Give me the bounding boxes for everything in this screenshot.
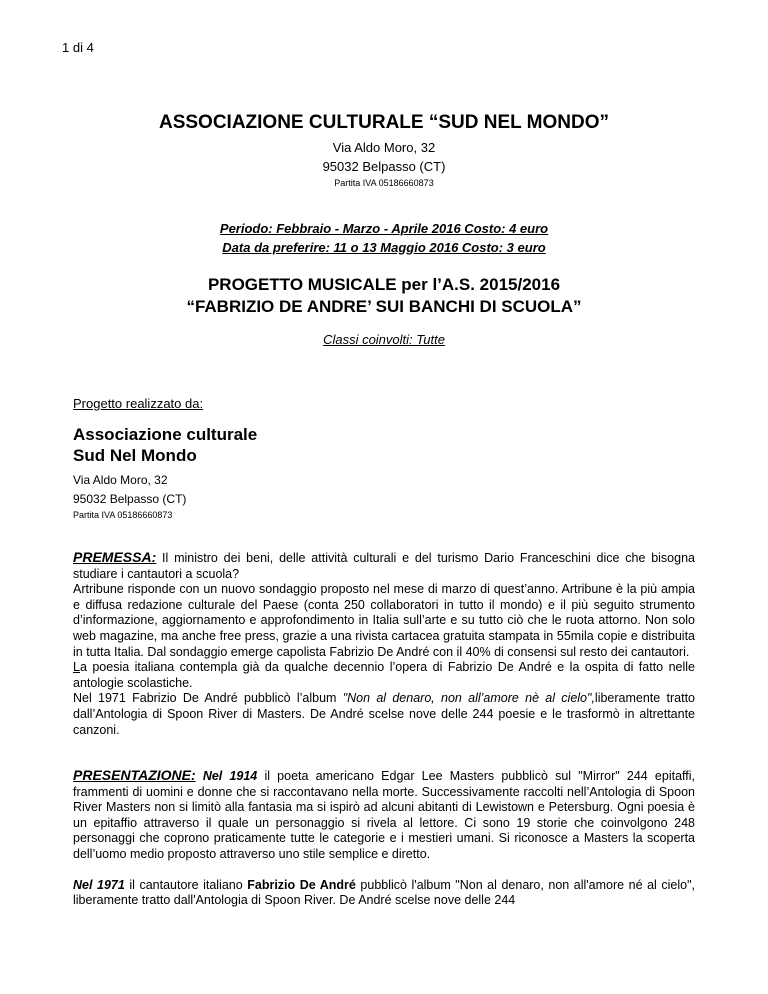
association-name-line1: Associazione culturale — [73, 425, 258, 444]
project-title-line1: PROGETTO MUSICALE per l’A.S. 2015/2016 — [207, 275, 561, 294]
page-number: 1 di 4 — [62, 40, 94, 55]
association-address-street: Via Aldo Moro, 32 — [73, 473, 168, 487]
header-address-city: 95032 Belpasso (CT) — [322, 159, 446, 174]
organization-title: ASSOCIAZIONE CULTURALE “SUD NEL MONDO” — [158, 112, 610, 133]
classes-involved: Classi coinvolti: Tutte — [323, 332, 445, 347]
preferred-date-line: Data da preferire: 11 o 13 Maggio 2016 Costo: 3 euro — [222, 240, 546, 255]
premessa-paragraph-3: La poesia italiana contempla già da qualche decennio l’opera di Fabrizio De André e la ospita di fatto nelle antologie scolastiche. — [73, 660, 695, 690]
association-address-city: 95032 Belpasso (CT) — [73, 492, 187, 506]
header-address-street: Via Aldo Moro, 32 — [332, 140, 436, 155]
period-cost-line: Periodo: Febbraio - Marzo - Aprile 2016 Costo: 4 euro — [219, 221, 549, 236]
presentazione-paragraph-2: Nel 1971 il cantautore italiano Fabrizio De André pubblicò l'album "Non al denaro, non all'amore né al cielo", liberamente tratto dall'Antologia di Spoon River. De André scelse nove delle 244 — [73, 877, 695, 908]
premessa-heading: PREMESSA: — [73, 549, 157, 565]
presentazione-heading: PRESENTAZIONE: — [73, 767, 196, 783]
association-vat: Partita IVA 05186660873 — [73, 510, 173, 520]
association-name-line2: Sud Nel Mondo — [73, 446, 197, 465]
header-vat: Partita IVA 05186660873 — [334, 178, 434, 188]
premessa-section — [73, 550, 695, 738]
project-title-line2: “FABRIZIO DE ANDRE’ SUI BANCHI DI SCUOLA” — [186, 297, 582, 316]
premessa-paragraph-4: Nel 1971 Fabrizio De André pubblicò l’album "Non al denaro, non all’amore nè al cielo",liberamente tratto dall’Antologia di Spoon River di Masters. De André scelse nove delle 244 poesie e le trasformò in altrettante canzoni. — [73, 691, 695, 737]
presentazione-section — [73, 768, 695, 909]
premessa-paragraph-1: PREMESSA: Il ministro dei beni, delle attività culturali e del turismo Dario Franceschini dice che bisogna studiare i cantautori a scuola? — [73, 549, 695, 581]
realized-by-label: Progetto realizzato da: — [73, 396, 204, 411]
presentazione-paragraph-1: PRESENTAZIONE: Nel 1914 il poeta americano Edgar Lee Masters pubblicò sul "Mirror" 244 epitaffi, frammenti di uomini e donne che si raccontavano nella morte. Successivamente raccolti nell’Antologia di Spoon River Masters non si limitò alla fantasia ma si ispirò ad alcuni abitanti di Lewistown e Petersburg. Ogni poesia è un epitaffio attraverso il quale un personaggio si rivela al lettore. Ci sono 19 storie che coinvolgono 248 personaggi che coprono praticamente tutte le categorie e i mestieri umani. Si riconosce a Masters la scoperta dell’uomo medio proposto attraverso uno stile semplice e diretto. — [73, 767, 696, 861]
premessa-paragraph-2: Artribune risponde con un nuovo sondaggio proposto nel mese di marzo di quest’anno. Artribune è la più ampia e diffusa redazione culturale del Paese (conta 250 collaboratori in tutto il mondo) e il più seguito strumento d’informazione, aggiornamento e approfondimento in Italia sull’arte e su tutto ciò che le ruota attorno. Non solo web magazine, ma anche free press, grazie a una rivista cartacea gratuita stampata in 55mila copie e distribuita in tutta Italia. Dal sondaggio emerge capolista Fabrizio De André con il 40% di consensi sul resto dei cantautori. — [73, 582, 695, 659]
